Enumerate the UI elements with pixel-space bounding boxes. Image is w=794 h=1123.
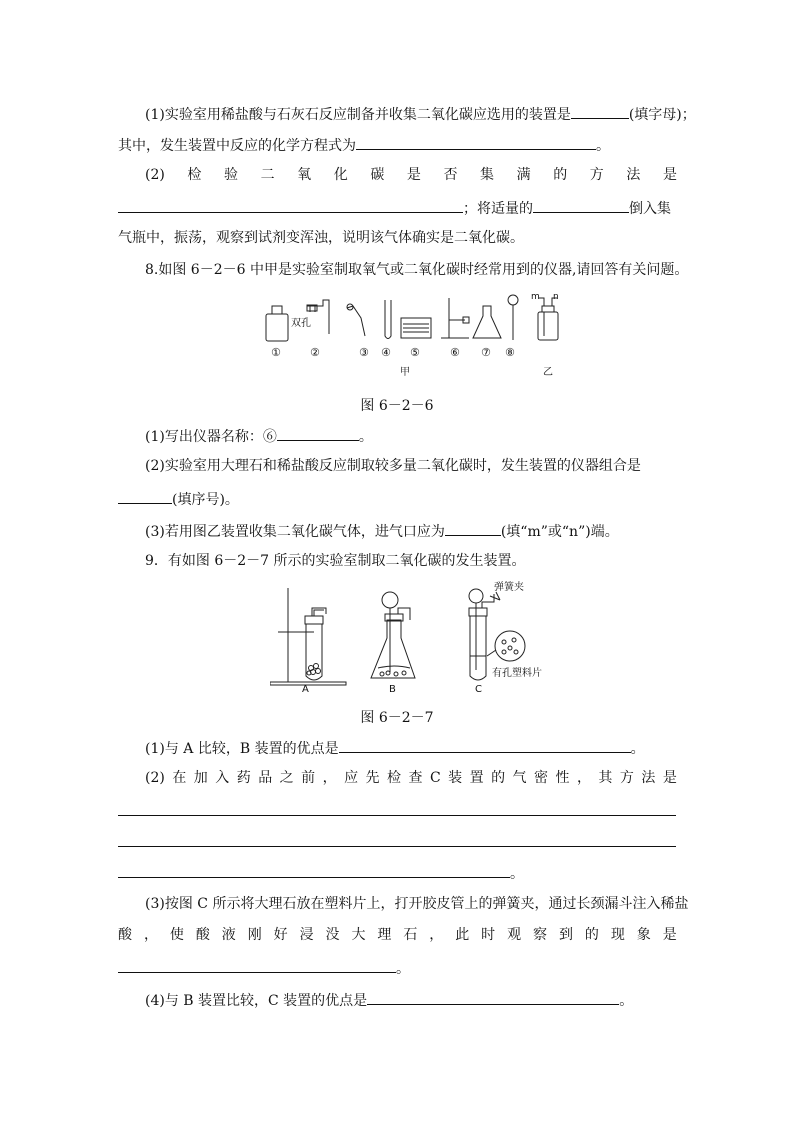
spread-char: 装	[448, 770, 463, 786]
spread-char: 此	[455, 927, 470, 943]
spread-char: 否	[443, 167, 458, 183]
spread-char: 前	[301, 770, 316, 786]
figure-6-2-7	[270, 580, 550, 695]
spread-char: 验	[224, 167, 238, 183]
spread-char: 之	[279, 770, 294, 786]
spread-char: 浸	[299, 927, 314, 943]
spring-clip-icon	[490, 592, 500, 600]
figure-label: ⑧	[505, 346, 515, 359]
conical-flask-icon	[473, 306, 501, 338]
water-trough-icon	[401, 318, 431, 338]
spread-char: 法	[626, 167, 641, 183]
spread-char: 方	[589, 167, 604, 183]
answer-line[interactable]	[118, 846, 676, 847]
figure-label: C	[475, 684, 482, 695]
spread-char: 入	[215, 770, 230, 786]
spread-char: 二	[260, 167, 275, 183]
question-line: (2)实验室用大理石和稀盐酸反应制取较多量二氧化碳时，发生装置的仪器组合是	[145, 458, 641, 474]
answer-blank[interactable]	[367, 989, 619, 1005]
spread-char: 药	[236, 770, 251, 786]
figure-label: B	[389, 684, 396, 695]
answer-blank[interactable]	[118, 862, 510, 878]
question-line-spread	[118, 925, 677, 945]
question-line: 其中，发生装置中反应的化学方程式为 。	[118, 134, 610, 156]
gas-bottle-icon	[266, 306, 288, 341]
spread-char: 刚	[247, 927, 262, 943]
question-line: (1)写出仪器名称：⑥ 。	[145, 425, 373, 447]
spread-char: 大	[351, 927, 366, 943]
answer-blank[interactable]	[339, 737, 631, 753]
figure-label: ⑥	[450, 346, 460, 359]
funnel-icon	[508, 295, 518, 340]
spread-char: 好	[273, 927, 288, 943]
figure-caption: 图 6－2－7	[360, 710, 434, 726]
spread-char: 的	[491, 770, 506, 786]
question-line: (1)实验室用稀盐酸与石灰石反应制备并收集二氧化碳应选用的装置是 (填字母)；	[145, 103, 696, 125]
figure-label: 甲	[400, 367, 410, 378]
figure-label: 双孔	[291, 318, 311, 329]
spread-char: 碳	[370, 167, 385, 183]
question-line: (3)按图 C 所示将大理石放在塑料片上，打开胶皮管上的弹簧夹，通过长颈漏斗注入稀盐	[145, 896, 689, 912]
spread-char: 氧	[297, 167, 312, 183]
question-heading: 9．有如图 6－2－7 所示的实验室制取二氧化碳的发生装置。	[145, 553, 526, 569]
question-line: (填序号)。	[118, 488, 239, 510]
test-tube-icon	[385, 300, 391, 339]
spread-char: 检	[187, 167, 202, 183]
spread-char: (2)	[145, 770, 165, 786]
spread-char: 查	[408, 770, 423, 786]
spread-char: 液	[221, 927, 236, 943]
spread-char: 酸	[195, 927, 210, 943]
answer-blank[interactable]	[356, 134, 596, 150]
spread-char: 先	[365, 770, 380, 786]
iron-stand-icon	[441, 298, 469, 338]
spread-char: 加	[193, 770, 208, 786]
spread-char: 满	[516, 167, 531, 183]
answer-blank[interactable]	[118, 488, 172, 504]
question-line: ；将适量的 倒入集	[118, 197, 671, 219]
spread-char: ，	[143, 927, 158, 943]
question-line: (4)与 B 装置比较，C 装置的优点是 。	[145, 989, 633, 1011]
spread-char: 密	[534, 770, 548, 786]
spread-char: 现	[610, 927, 625, 943]
spread-char: 没	[325, 927, 340, 943]
answer-blank[interactable]	[277, 425, 359, 441]
question-line: 。	[118, 862, 524, 884]
figure-label: 弹簧夹	[494, 582, 524, 593]
answer-line[interactable]	[118, 815, 676, 816]
question-line: (3)若用图乙装置收集二氧化碳气体，进气口应为 (填“m”或“n”)端。	[145, 520, 619, 542]
answer-blank[interactable]	[118, 197, 463, 213]
question-line: 气瓶中，振荡，观察到试剂变浑浊，说明该气体确实是二氧化碳。	[118, 230, 524, 246]
apparatus-b-icon	[371, 592, 415, 678]
question-line: 。	[118, 957, 410, 979]
spread-char: 象	[636, 927, 651, 943]
spread-char: 集	[480, 167, 495, 183]
spread-char: 化	[333, 167, 348, 183]
question-line: (1)与 A 比较，B 装置的优点是 。	[145, 737, 645, 759]
question-heading: 8.如图 6－2－6 中甲是实验室制取氧气或二氧化碳时经常用到的仪器,请回答有关问题。	[145, 262, 689, 278]
figure-6-2-6	[255, 290, 565, 380]
question-line-spread	[145, 768, 677, 788]
answer-blank[interactable]	[533, 197, 629, 213]
bent-tube-icon	[347, 304, 365, 336]
spread-char: (2)	[145, 167, 165, 183]
spread-char: ，	[429, 927, 444, 943]
spread-char: 是	[662, 167, 677, 183]
figure-label: ②	[310, 346, 320, 359]
figure-label: 有孔塑料片	[492, 668, 542, 679]
spread-char: C	[429, 770, 441, 786]
spread-char: 的	[553, 167, 568, 183]
apparatus-a-icon	[270, 588, 346, 685]
answer-blank[interactable]	[571, 103, 629, 119]
spread-char: 在	[172, 770, 187, 786]
spread-char: 理	[377, 927, 392, 943]
spread-char: ，	[576, 770, 591, 786]
figure-label: ③	[359, 346, 369, 359]
spread-char: 的	[584, 927, 599, 943]
spread-char: 石	[403, 927, 418, 943]
figure-label: A	[302, 684, 309, 695]
spread-char: 品	[258, 770, 273, 786]
spread-char: 使	[169, 927, 184, 943]
figure-label: ⑤	[410, 346, 420, 359]
spread-char: 是	[662, 770, 677, 786]
spread-char: 法	[641, 770, 656, 786]
apparatus-c-icon	[469, 589, 525, 680]
spread-char: 观	[507, 927, 522, 943]
collection-bottle-icon	[538, 298, 558, 340]
spread-char: 性	[555, 770, 570, 786]
figure-label: ④	[381, 346, 391, 359]
spread-char: 气	[512, 770, 527, 786]
figure-caption: 图 6－2－6	[360, 398, 434, 414]
figure-label: n	[553, 292, 559, 302]
spread-char: 时	[481, 927, 496, 943]
figure-label: 乙	[543, 367, 553, 378]
figure-label: m	[531, 292, 540, 302]
spread-char: ，	[322, 770, 337, 786]
figure-label: ①	[271, 346, 281, 359]
spread-char: 方	[619, 770, 634, 786]
spread-char: 置	[469, 770, 484, 786]
answer-blank[interactable]	[445, 520, 501, 536]
spread-char: 其	[598, 770, 613, 786]
spread-char: 是	[406, 167, 421, 183]
spread-char: 是	[662, 927, 677, 943]
spread-char: 到	[558, 927, 573, 943]
answer-blank[interactable]	[118, 957, 396, 973]
spread-char: 酸	[118, 927, 132, 943]
spread-char: 应	[344, 770, 359, 786]
figure-label: ⑦	[481, 346, 491, 359]
spread-char: 察	[533, 927, 547, 943]
spread-char: 检	[387, 770, 401, 786]
question-line-spread	[145, 165, 677, 185]
